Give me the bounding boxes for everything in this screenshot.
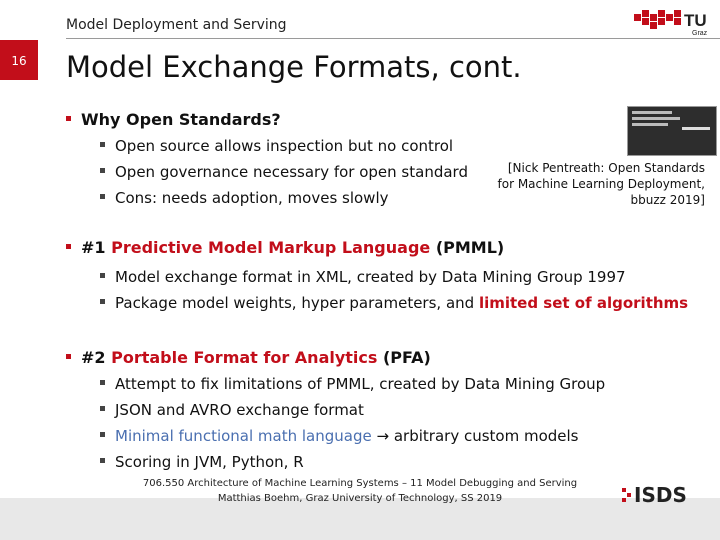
- tu-graz-logo: [632, 8, 718, 36]
- list-item: Model exchange format in XML, created by Data Mining Group 1997: [100, 268, 626, 286]
- list-item: Minimal functional math language → arbitrary custom models: [100, 427, 579, 445]
- footer-bar: [0, 498, 720, 540]
- tu-logo-text: TU: [684, 11, 707, 30]
- reference-citation: [Nick Pentreath: Open Standards for Machine Learning Deployment, bbuzz 2019]: [497, 161, 705, 207]
- footer-course-info: 706.550 Architecture of Machine Learning Systems – 11 Model Debugging and Serving: [142, 478, 578, 489]
- bullet-icon: [100, 273, 105, 278]
- bullet-icon: [100, 432, 105, 437]
- bullet-icon: [66, 244, 71, 249]
- reference-slide-thumbnail: [627, 106, 717, 156]
- section-heading-pmml: #1 Predictive Model Markup Language (PMML): [66, 238, 504, 257]
- page-title: Model Exchange Formats, cont.: [66, 50, 522, 84]
- section-heading-pfa: #2 Portable Format for Analytics (PFA): [66, 348, 431, 367]
- list-item: Open governance necessary for open standard: [100, 163, 468, 181]
- list-item: JSON and AVRO exchange format: [100, 401, 364, 419]
- list-item: Attempt to fix limitations of PMML, created by Data Mining Group: [100, 375, 605, 393]
- bullet-icon: [100, 168, 105, 173]
- header-divider: [66, 38, 720, 39]
- list-item: Open source allows inspection but no control: [100, 137, 453, 155]
- list-item: Cons: needs adoption, moves slowly: [100, 189, 389, 207]
- footer-author-info: Matthias Boehm, Graz University of Technology, SS 2019: [217, 493, 503, 504]
- bullet-icon: [100, 299, 105, 304]
- arrow-right-icon: →: [376, 427, 390, 445]
- isds-logo-mark: [622, 488, 632, 502]
- list-item: Package model weights, hyper parameters, and limited set of algorithms: [100, 294, 688, 312]
- list-item: Scoring in JVM, Python, R: [100, 453, 304, 471]
- bullet-icon: [100, 142, 105, 147]
- section-heading-open-standards: Why Open Standards?: [66, 110, 281, 129]
- isds-logo: ISDS: [634, 483, 687, 507]
- tu-logo-subtext: Graz: [692, 30, 708, 36]
- bullet-icon: [66, 354, 71, 359]
- slide-number: 16: [11, 54, 27, 68]
- bullet-icon: [100, 380, 105, 385]
- bullet-icon: [100, 194, 105, 199]
- bullet-icon: [100, 406, 105, 411]
- bullet-icon: [100, 458, 105, 463]
- course-title: Model Deployment and Serving: [66, 17, 287, 33]
- bullet-icon: [66, 116, 71, 121]
